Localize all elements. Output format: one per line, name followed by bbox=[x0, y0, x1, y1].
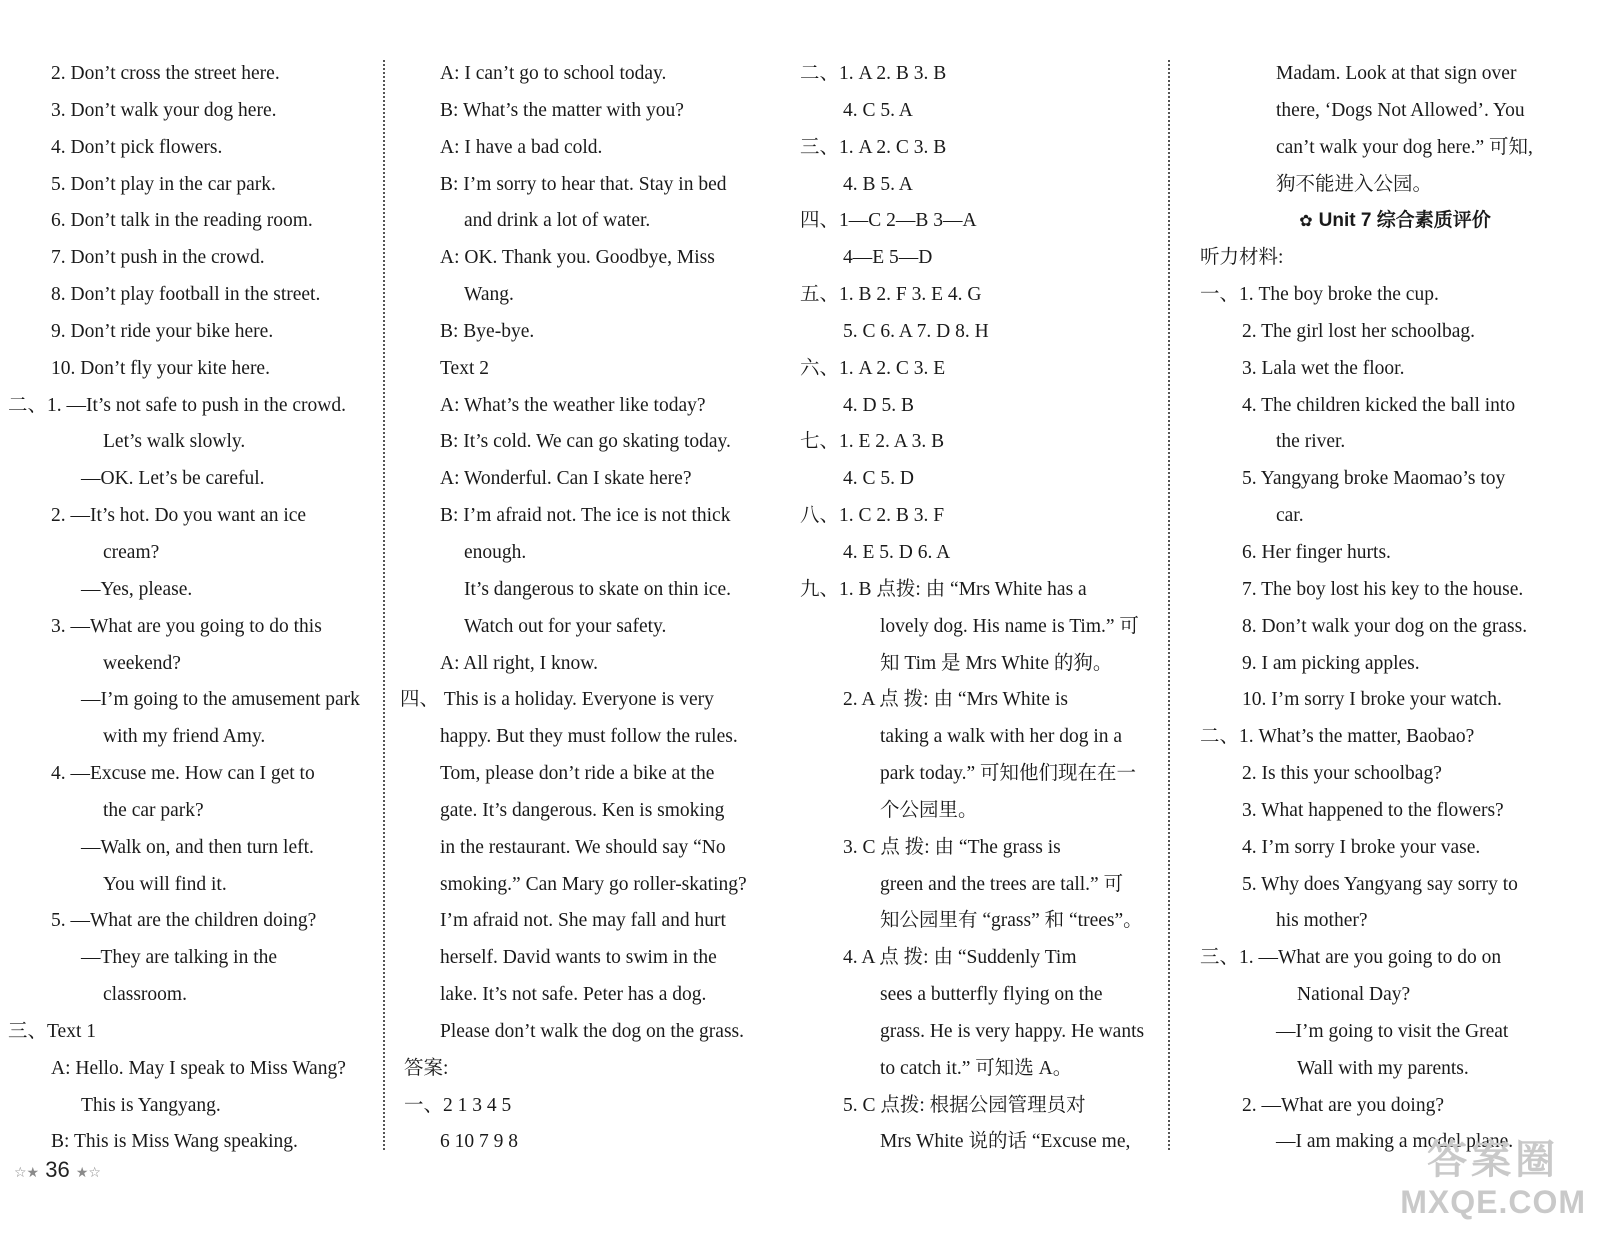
text-line: 4. D 5. B bbox=[843, 394, 914, 416]
text-line: A: Hello. May I speak to Miss Wang? bbox=[51, 1057, 346, 1079]
text-line: 三、Text 1 bbox=[8, 1020, 96, 1042]
text-line: in the restaurant. We should say “No bbox=[440, 836, 726, 858]
text-line: Wall with my parents. bbox=[1297, 1057, 1469, 1079]
text-line: 听力材料: bbox=[1200, 247, 1284, 269]
text-line: 七、1. E 2. A 3. B bbox=[800, 431, 945, 453]
text-line: Text 2 bbox=[440, 357, 489, 379]
text-line: 二、1. What’s the matter, Baobao? bbox=[1200, 726, 1475, 748]
text-line: 六、1. A 2. C 3. E bbox=[800, 357, 946, 379]
text-line: 2. The girl lost her schoolbag. bbox=[1242, 320, 1476, 342]
text-line: 5. C 6. A 7. D 8. H bbox=[843, 320, 989, 342]
column-divider bbox=[383, 60, 385, 1150]
text-line: A: I can’t go to school today. bbox=[440, 63, 667, 84]
text-line: 5. Why does Yangyang say sorry to bbox=[1242, 873, 1518, 895]
text-line: 2. Don’t cross the street here. bbox=[51, 63, 280, 84]
text-line: You will find it. bbox=[103, 873, 227, 895]
text-line: —They are talking in the bbox=[81, 947, 278, 969]
text-line: —Yes, please. bbox=[81, 578, 193, 600]
text-line bbox=[1200, 203, 1590, 240]
text-line: B: It’s cold. We can go skating today. bbox=[440, 431, 731, 453]
text-line: 4—E 5—D bbox=[843, 247, 933, 269]
text-line: 3. —What are you going to do this bbox=[51, 615, 322, 637]
text-line: A: All right, I know. bbox=[440, 652, 598, 674]
section-heading: Unit 7 综合素质评价 bbox=[1318, 210, 1491, 232]
text-line: 4. E 5. D 6. A bbox=[843, 541, 951, 563]
text-line: A: I have a bad cold. bbox=[440, 136, 603, 158]
text-line: Tom, please don’t ride a bike at the bbox=[440, 763, 715, 785]
text-line: 一、2 1 3 4 5 bbox=[404, 1094, 512, 1116]
text-line: 6 10 7 9 8 bbox=[440, 1131, 518, 1153]
text-line: B: What’s the matter with you? bbox=[440, 99, 684, 121]
text-line: B: I’m afraid not. The ice is not thick bbox=[440, 505, 731, 527]
text-line: and drink a lot of water. bbox=[464, 210, 651, 232]
text-line: 个公园里。 bbox=[880, 799, 978, 821]
text-line: classroom. bbox=[103, 984, 187, 1006]
text-line: 7. The boy lost his key to the house. bbox=[1242, 578, 1524, 600]
text-line: 五、1. B 2. F 3. E 4. G bbox=[800, 284, 982, 306]
text-line: cream? bbox=[103, 541, 160, 563]
text-line: herself. David wants to swim in the bbox=[440, 947, 717, 969]
text-line: B: I’m sorry to hear that. Stay in bed bbox=[440, 173, 727, 195]
text-line: 7. Don’t push in the crowd. bbox=[51, 247, 265, 269]
text-line: B: This is Miss Wang speaking. bbox=[51, 1131, 298, 1153]
text-line: 3. Lala wet the floor. bbox=[1242, 357, 1405, 379]
text-line: with my friend Amy. bbox=[103, 726, 266, 748]
text-line: gate. It’s dangerous. Ken is smoking bbox=[440, 799, 725, 821]
text-line: 10. Don’t fly your kite here. bbox=[51, 357, 270, 379]
text-line: 2. —It’s hot. Do you want an ice bbox=[51, 505, 307, 527]
text-line: —I’m going to visit the Great bbox=[1276, 1020, 1509, 1042]
text-line: 答案: bbox=[404, 1057, 449, 1079]
column-3 bbox=[800, 56, 1186, 1161]
text-line: 5. Don’t play in the car park. bbox=[51, 173, 276, 195]
text-line: sees a butterfly flying on the bbox=[880, 984, 1103, 1006]
paw-icon: ✿ bbox=[1299, 213, 1313, 231]
text-line: Madam. Look at that sign over bbox=[1276, 63, 1517, 84]
text-line: Watch out for your safety. bbox=[464, 615, 667, 637]
text-line: 5. Yangyang broke Maomao’s toy bbox=[1242, 468, 1506, 490]
text-line: 8. Don’t play football in the street. bbox=[51, 284, 321, 306]
text-line: 2. A 点 拨: 由 “Mrs White is bbox=[843, 689, 1068, 711]
text-line: 5. —What are the children doing? bbox=[51, 910, 317, 932]
text-line: to catch it.” 可知选 A。 bbox=[880, 1057, 1073, 1079]
text-line: 三、1. A 2. C 3. B bbox=[800, 136, 947, 158]
text-line: park today.” 可知他们现在在一 bbox=[880, 763, 1136, 785]
text-line: 4. —Excuse me. How can I get to bbox=[51, 763, 315, 785]
text-line: his mother? bbox=[1276, 910, 1368, 932]
text-line: 一、1. The boy broke the cup. bbox=[1200, 284, 1439, 306]
text-line: the car park? bbox=[103, 799, 204, 821]
text-line: 9. I am picking apples. bbox=[1242, 652, 1420, 674]
text-line: 4. I’m sorry I broke your vase. bbox=[1242, 836, 1481, 858]
text-line: Mrs White 说的话 “Excuse me, bbox=[880, 1131, 1131, 1153]
column-divider bbox=[1168, 60, 1170, 1150]
text-line: 三、1. —What are you going to do on bbox=[1200, 947, 1502, 969]
text-line: happy. But they must follow the rules. bbox=[440, 726, 738, 748]
text-line: 4. B 5. A bbox=[843, 173, 913, 195]
text-line: 知公园里有 “grass” 和 “trees”。 bbox=[880, 910, 1143, 932]
text-line: 八、1. C 2. B 3. F bbox=[800, 505, 945, 527]
text-line: Wang. bbox=[464, 284, 514, 306]
text-line: can’t walk your dog here.” 可知, bbox=[1276, 136, 1533, 158]
text-line: smoking.” Can Mary go roller-skating? bbox=[440, 873, 747, 895]
text-line: 四、1—C 2—B 3—A bbox=[800, 210, 977, 232]
text-line: 知 Tim 是 Mrs White 的狗。 bbox=[880, 652, 1113, 674]
text-line: taking a walk with her dog in a bbox=[880, 726, 1123, 748]
text-line: 3. C 点 拨: 由 “The grass is bbox=[843, 836, 1061, 858]
text-line: —OK. Let’s be careful. bbox=[81, 468, 265, 490]
text-line: I’m afraid not. She may fall and hurt bbox=[440, 910, 726, 932]
text-line: 5. C 点拨: 根据公园管理员对 bbox=[843, 1094, 1086, 1116]
text-line: 2. —What are you doing? bbox=[1242, 1094, 1444, 1116]
star-icon: ★☆ bbox=[75, 1164, 101, 1180]
watermark-logo-text: 答案圈 bbox=[1427, 1138, 1560, 1182]
text-line: A: What’s the weather like today? bbox=[440, 394, 706, 416]
text-line: Let’s walk slowly. bbox=[103, 431, 246, 453]
text-line: 4. A 点 拨: 由 “Suddenly Tim bbox=[843, 947, 1077, 969]
star-icon: ☆★ bbox=[14, 1164, 40, 1180]
text-line: 3. Don’t walk your dog here. bbox=[51, 99, 277, 121]
text-line: 4. C 5. D bbox=[843, 468, 914, 490]
text-line: enough. bbox=[464, 541, 527, 563]
text-line: the river. bbox=[1276, 431, 1346, 453]
page-number bbox=[14, 1157, 101, 1183]
text-line: A: Wonderful. Can I skate here? bbox=[440, 468, 692, 490]
watermark bbox=[1400, 1136, 1586, 1220]
text-line: It’s dangerous to skate on thin ice. bbox=[464, 578, 731, 600]
text-line: This is Yangyang. bbox=[81, 1094, 221, 1116]
text-line: lovely dog. His name is Tim.” 可 bbox=[880, 615, 1139, 637]
text-line: 9. Don’t ride your bike here. bbox=[51, 320, 274, 342]
text-line: 6. Her finger hurts. bbox=[1242, 541, 1391, 563]
text-line: 狗不能进入公园。 bbox=[1276, 173, 1433, 195]
text-line: 10. I’m sorry I broke your watch. bbox=[1242, 689, 1502, 711]
text-line: 四、 This is a holiday. Everyone is very bbox=[400, 689, 714, 711]
text-line: National Day? bbox=[1297, 984, 1411, 1006]
text-line: 2. Is this your schoolbag? bbox=[1242, 763, 1442, 785]
text-line: Please don’t walk the dog on the grass. bbox=[440, 1020, 745, 1042]
text-line: 4. The children kicked the ball into bbox=[1242, 394, 1516, 416]
text-line: car. bbox=[1276, 505, 1304, 527]
text-line: 6. Don’t talk in the reading room. bbox=[51, 210, 313, 232]
text-line: B: Bye-bye. bbox=[440, 320, 535, 342]
column-1 bbox=[8, 56, 376, 1161]
column-4 bbox=[1200, 56, 1590, 1161]
watermark-site-text: MXQE.COM bbox=[1400, 1184, 1586, 1220]
column-2 bbox=[400, 56, 777, 1161]
text-line: 8. Don’t walk your dog on the grass. bbox=[1242, 615, 1528, 637]
text-line: weekend? bbox=[103, 652, 181, 674]
text-line: green and the trees are tall.” 可 bbox=[880, 873, 1124, 895]
text-line: 4. Don’t pick flowers. bbox=[51, 136, 223, 158]
text-line: 4. C 5. A bbox=[843, 99, 913, 121]
text-line: —I am making a model plane. bbox=[1276, 1131, 1514, 1153]
page-number-text: 36 bbox=[45, 1157, 70, 1182]
text-line: 3. What happened to the flowers? bbox=[1242, 799, 1504, 821]
text-line: lake. It’s not safe. Peter has a dog. bbox=[440, 984, 707, 1006]
text-line: grass. He is very happy. He wants bbox=[880, 1020, 1145, 1042]
text-line: A: OK. Thank you. Goodbye, Miss bbox=[440, 247, 715, 269]
text-line: 二、1. —It’s not safe to push in the crowd. bbox=[8, 394, 346, 416]
text-line: there, ‘Dogs Not Allowed’. You bbox=[1276, 99, 1525, 121]
text-line: 九、1. B 点拨: 由 “Mrs White has a bbox=[800, 578, 1087, 600]
text-line: —Walk on, and then turn left. bbox=[81, 836, 314, 858]
text-line: 二、1. A 2. B 3. B bbox=[800, 63, 947, 84]
text-line: —I’m going to the amusement park bbox=[81, 689, 360, 711]
